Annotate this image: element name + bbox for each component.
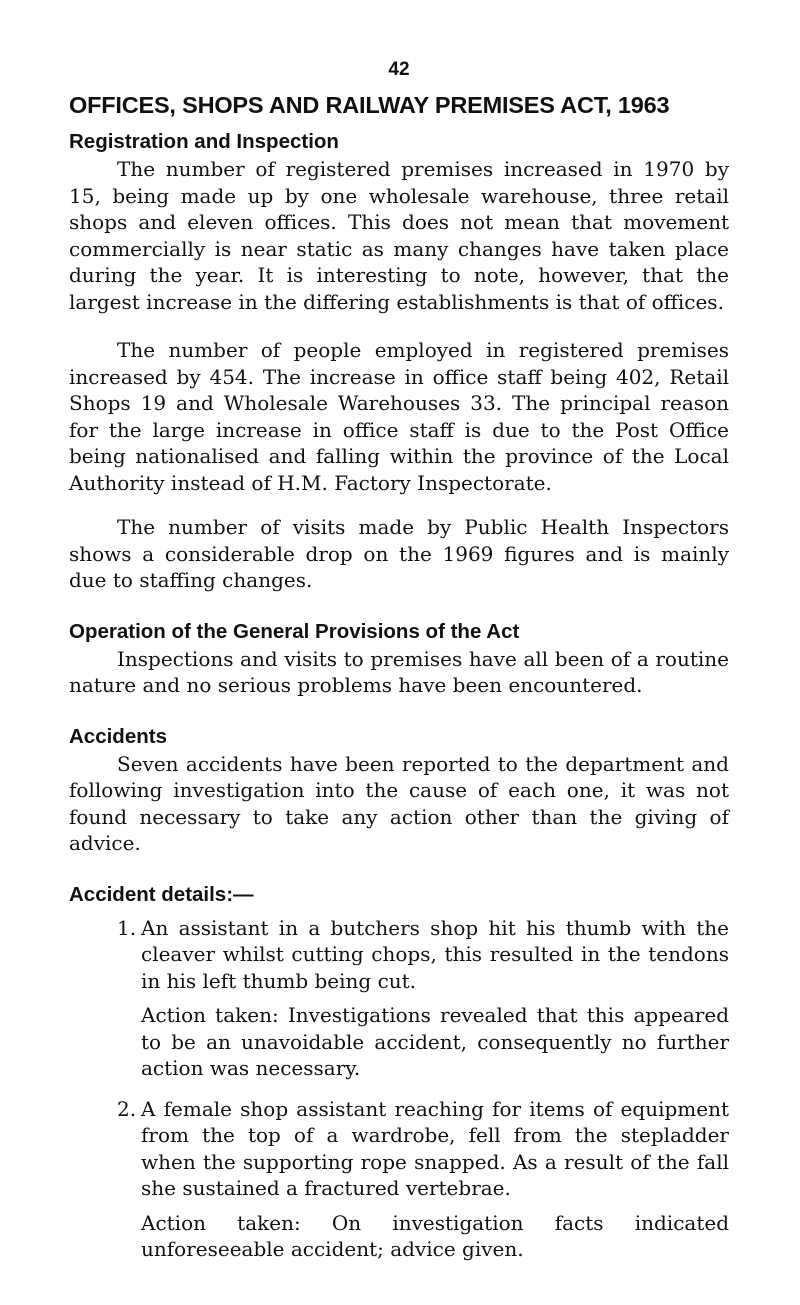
accident-details-list	[69, 915, 729, 1263]
accident-action: Action taken: Investigations revealed that this appeared to be an unavoidable accident, consequently no further action was necessary.	[141, 1003, 729, 1080]
paragraph: The number of people employed in registered premises increased by 454. The increase in office staff being 402, Retail Shops 19 and Wholesale Warehouses 33. The principal reason for the large increase in office staff is due to the Post Office being nationalised and falling within the province of the Local Authority instead of H.M. Factory Inspectorate.	[69, 338, 729, 495]
accident-description: A female shop assistant reaching for items of equipment from the top of a wardrobe, fell from the stepladder when the supporting rope snapped. As a result of the fall she sustained a fractured vertebrae.	[141, 1096, 729, 1200]
list-item-number: 2.	[117, 1096, 137, 1121]
page-number: 42	[388, 59, 410, 80]
accident-description: An assistant in a butchers shop hit his thumb with the cleaver whilst cutting chops, this resulted in the tendons in his left thumb being cut.	[141, 915, 729, 993]
document-page	[69, 58, 729, 1277]
paragraph: Seven accidents have been reported to the department and following investigation into the cause of each one, it was not found necessary to take any action other than the giving of advice.	[69, 751, 729, 855]
paragraph: The number of visits made by Public Health Inspectors shows a considerable drop on the 1969 figures and is mainly due to staffing changes.	[69, 515, 729, 592]
paragraph: Inspections and visits to premises have all been of a routine nature and no serious problems have been encountered.	[69, 646, 729, 697]
document-title: OFFICES, SHOPS AND RAILWAY PREMISES ACT, 1963	[69, 92, 670, 118]
list-item-number: 1.	[117, 915, 137, 940]
section-heading-accident-details: Accident details:—	[69, 882, 254, 906]
accident-action: Action taken: On investigation facts indicated unforeseeable accident; advice given.	[141, 1210, 729, 1261]
section-heading-registration: Registration and Inspection	[69, 130, 339, 153]
section-heading-accidents: Accidents	[69, 724, 167, 748]
list-item	[69, 915, 729, 1082]
list-item	[69, 1096, 729, 1263]
paragraph: The number of registered premises increased in 1970 by 15, being made up by one wholesale warehouse, three retail shops and eleven offices. This does not mean that movement commercially is near static as many changes have taken place during the year. It is interesting to note, however, that the largest increase in the differing establishments is that of offices.	[69, 157, 729, 314]
section-heading-operation: Operation of the General Provisions of the Act	[69, 619, 520, 643]
